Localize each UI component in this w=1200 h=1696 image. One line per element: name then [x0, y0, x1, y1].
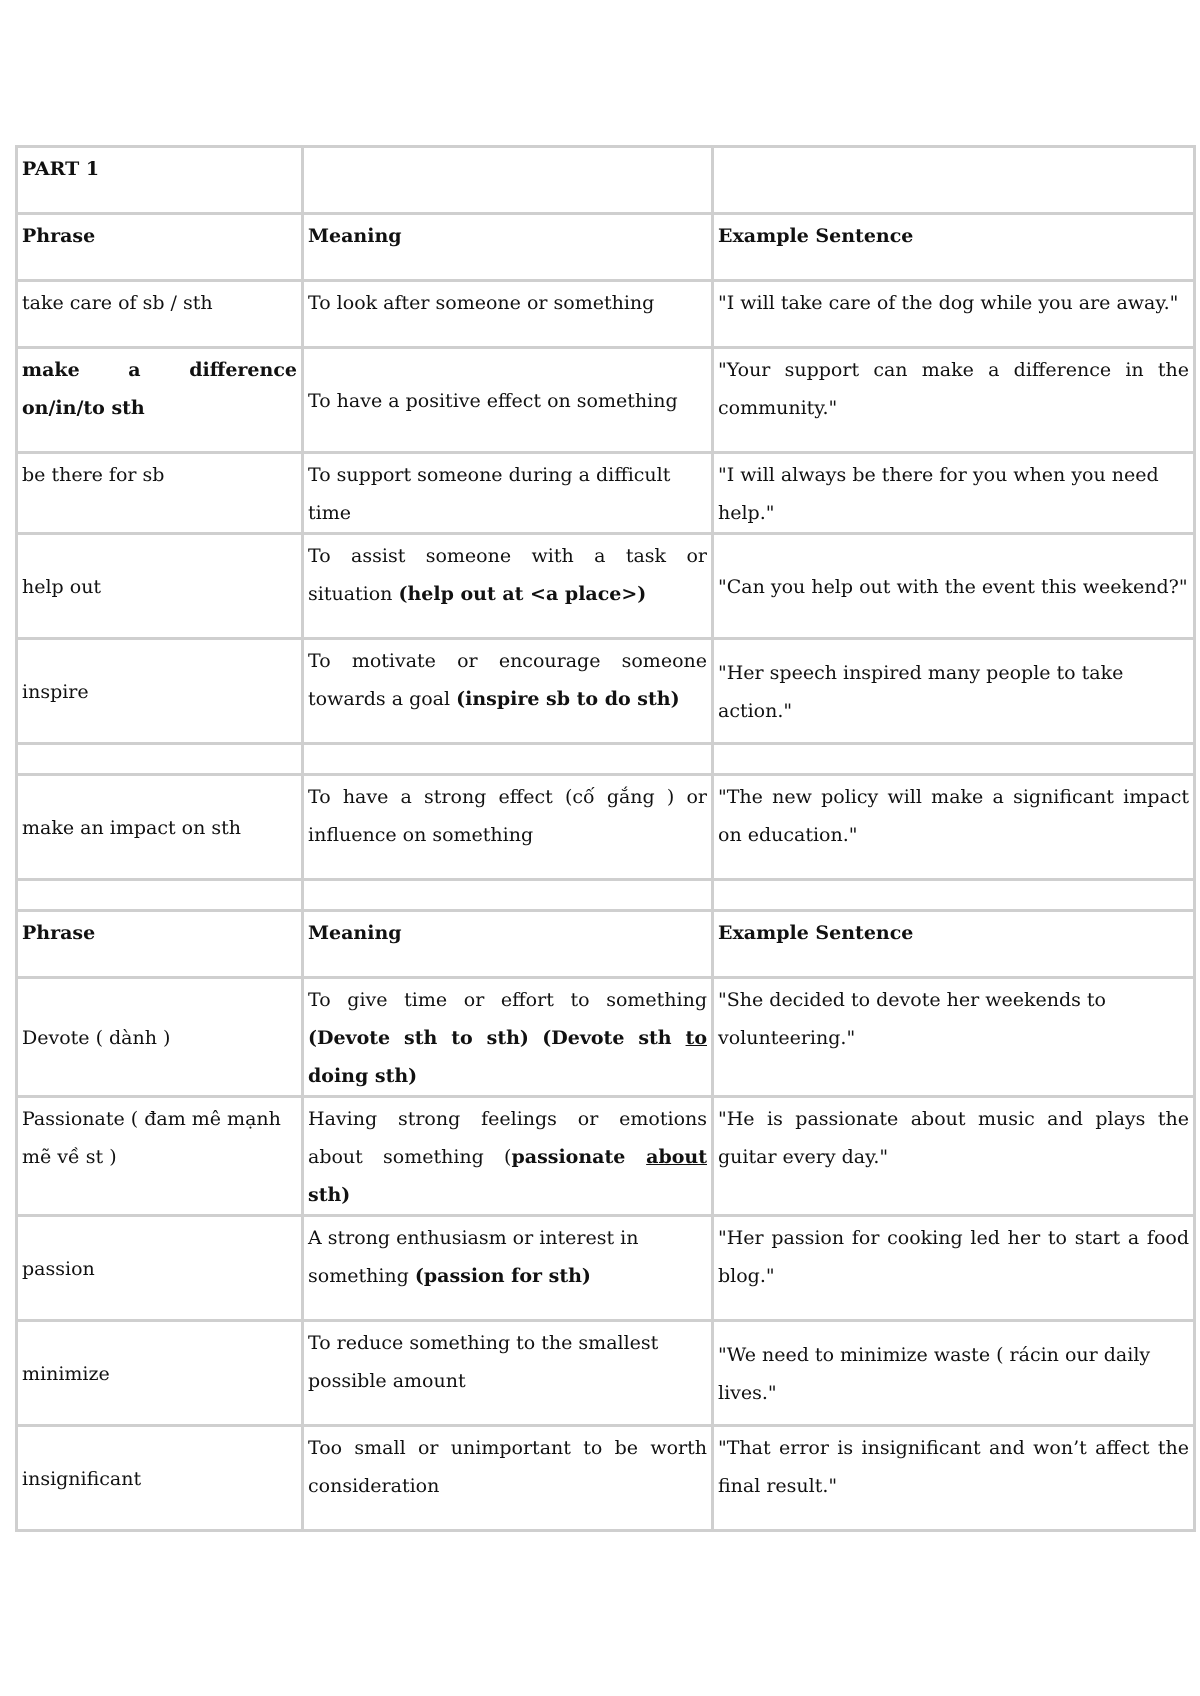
empty-cell: [713, 147, 1195, 214]
empty-cell: [303, 744, 713, 775]
example-cell: "Your support can make a difference in the community.": [713, 348, 1195, 453]
empty-cell: [713, 744, 1195, 775]
table-row: [17, 348, 1195, 453]
example-cell: "He is passionate about music and plays the guitar every day.": [713, 1097, 1195, 1216]
usage-note: (passion for sth): [414, 1265, 591, 1287]
meaning-cell: [303, 534, 713, 639]
example-cell: "Her speech inspired many people to take action.": [713, 639, 1195, 744]
phrase-cell: make a difference on/in/to sth: [17, 348, 303, 453]
usage-note-underlined: about: [646, 1146, 707, 1168]
empty-cell: [303, 880, 713, 911]
empty-cell: [303, 147, 713, 214]
spacer-row: [17, 744, 1195, 775]
table-row: [17, 1097, 1195, 1216]
table-row: [17, 978, 1195, 1097]
table-row: [17, 281, 1195, 348]
spacer-row: [17, 880, 1195, 911]
example-cell: "Can you help out with the event this weekend?": [713, 534, 1195, 639]
part-title: PART 1: [17, 147, 303, 214]
meaning-text: To motivate or encourage someone towards a goal: [308, 650, 707, 710]
example-cell: "That error is insignificant and won’t affect the final result.": [713, 1426, 1195, 1531]
phrase-cell: make an impact on sth: [17, 775, 303, 880]
column-header-phrase: Phrase: [17, 214, 303, 281]
meaning-cell: Too small or unimportant to be worth consideration: [303, 1426, 713, 1531]
usage-note-part: (Devote sth: [542, 1027, 686, 1049]
meaning-cell: To look after someone or something: [303, 281, 713, 348]
phrase-cell: passion: [17, 1216, 303, 1321]
example-cell: "We need to minimize waste ( rácin our daily lives.": [713, 1321, 1195, 1426]
empty-cell: [17, 744, 303, 775]
header-row: [17, 214, 1195, 281]
usage-note-part: passionate: [511, 1146, 647, 1168]
column-header-meaning: Meaning: [303, 214, 713, 281]
meaning-cell: To reduce something to the smallest possible amount: [303, 1321, 713, 1426]
column-header-meaning: Meaning: [303, 911, 713, 978]
meaning-text: Having strong feelings or emotions about something (: [308, 1108, 707, 1168]
usage-note: (help out at <a place>): [398, 583, 647, 605]
meaning-text: To give time or effort to something: [308, 989, 707, 1011]
example-cell: "The new policy will make a significant impact on education.": [713, 775, 1195, 880]
meaning-text: A strong enthusiasm or interest in something: [308, 1227, 639, 1287]
table-row: [17, 1426, 1195, 1531]
usage-note-part: doing sth): [308, 1065, 418, 1087]
phrase-cell: take care of sb / sth: [17, 281, 303, 348]
example-cell: "I will always be there for you when you need help.": [713, 453, 1195, 534]
column-header-example: Example Sentence: [713, 911, 1195, 978]
meaning-cell: [303, 639, 713, 744]
empty-cell: [713, 880, 1195, 911]
meaning-cell: [303, 978, 713, 1097]
example-cell: "She decided to devote her weekends to volunteering.": [713, 978, 1195, 1097]
usage-note-underlined: to: [685, 1027, 707, 1049]
meaning-cell: To support someone during a difficult time: [303, 453, 713, 534]
empty-cell: [17, 880, 303, 911]
phrase-cell: inspire: [17, 639, 303, 744]
vocabulary-document: [15, 145, 1193, 1532]
vocabulary-table: [15, 145, 1196, 1532]
phrase-cell: be there for sb: [17, 453, 303, 534]
meaning-cell: [303, 1097, 713, 1216]
usage-note: (Devote sth to sth): [308, 1027, 529, 1049]
meaning-text: To assist someone with a task or situation: [308, 545, 707, 605]
example-cell: "Her passion for cooking led her to start a food blog.": [713, 1216, 1195, 1321]
meaning-cell: [303, 1216, 713, 1321]
table-row: [17, 534, 1195, 639]
table-row: [17, 147, 1195, 214]
phrase-cell: minimize: [17, 1321, 303, 1426]
header-row: [17, 911, 1195, 978]
phrase-cell: help out: [17, 534, 303, 639]
table-row: [17, 1321, 1195, 1426]
table-row: [17, 1216, 1195, 1321]
example-cell: "I will take care of the dog while you are away.": [713, 281, 1195, 348]
table-row: [17, 775, 1195, 880]
table-row: [17, 453, 1195, 534]
usage-note-part: sth): [308, 1184, 351, 1206]
meaning-cell: To have a positive effect on something: [303, 348, 713, 453]
phrase-cell: Passionate ( đam mê mạnh mẽ về st ): [17, 1097, 303, 1216]
table-row: [17, 639, 1195, 744]
phrase-cell: Devote ( dành ): [17, 978, 303, 1097]
column-header-phrase: Phrase: [17, 911, 303, 978]
meaning-cell: To have a strong effect (cố gắng ) or influence on something: [303, 775, 713, 880]
column-header-example: Example Sentence: [713, 214, 1195, 281]
usage-note: (inspire sb to do sth): [456, 688, 680, 710]
phrase-cell: insignificant: [17, 1426, 303, 1531]
